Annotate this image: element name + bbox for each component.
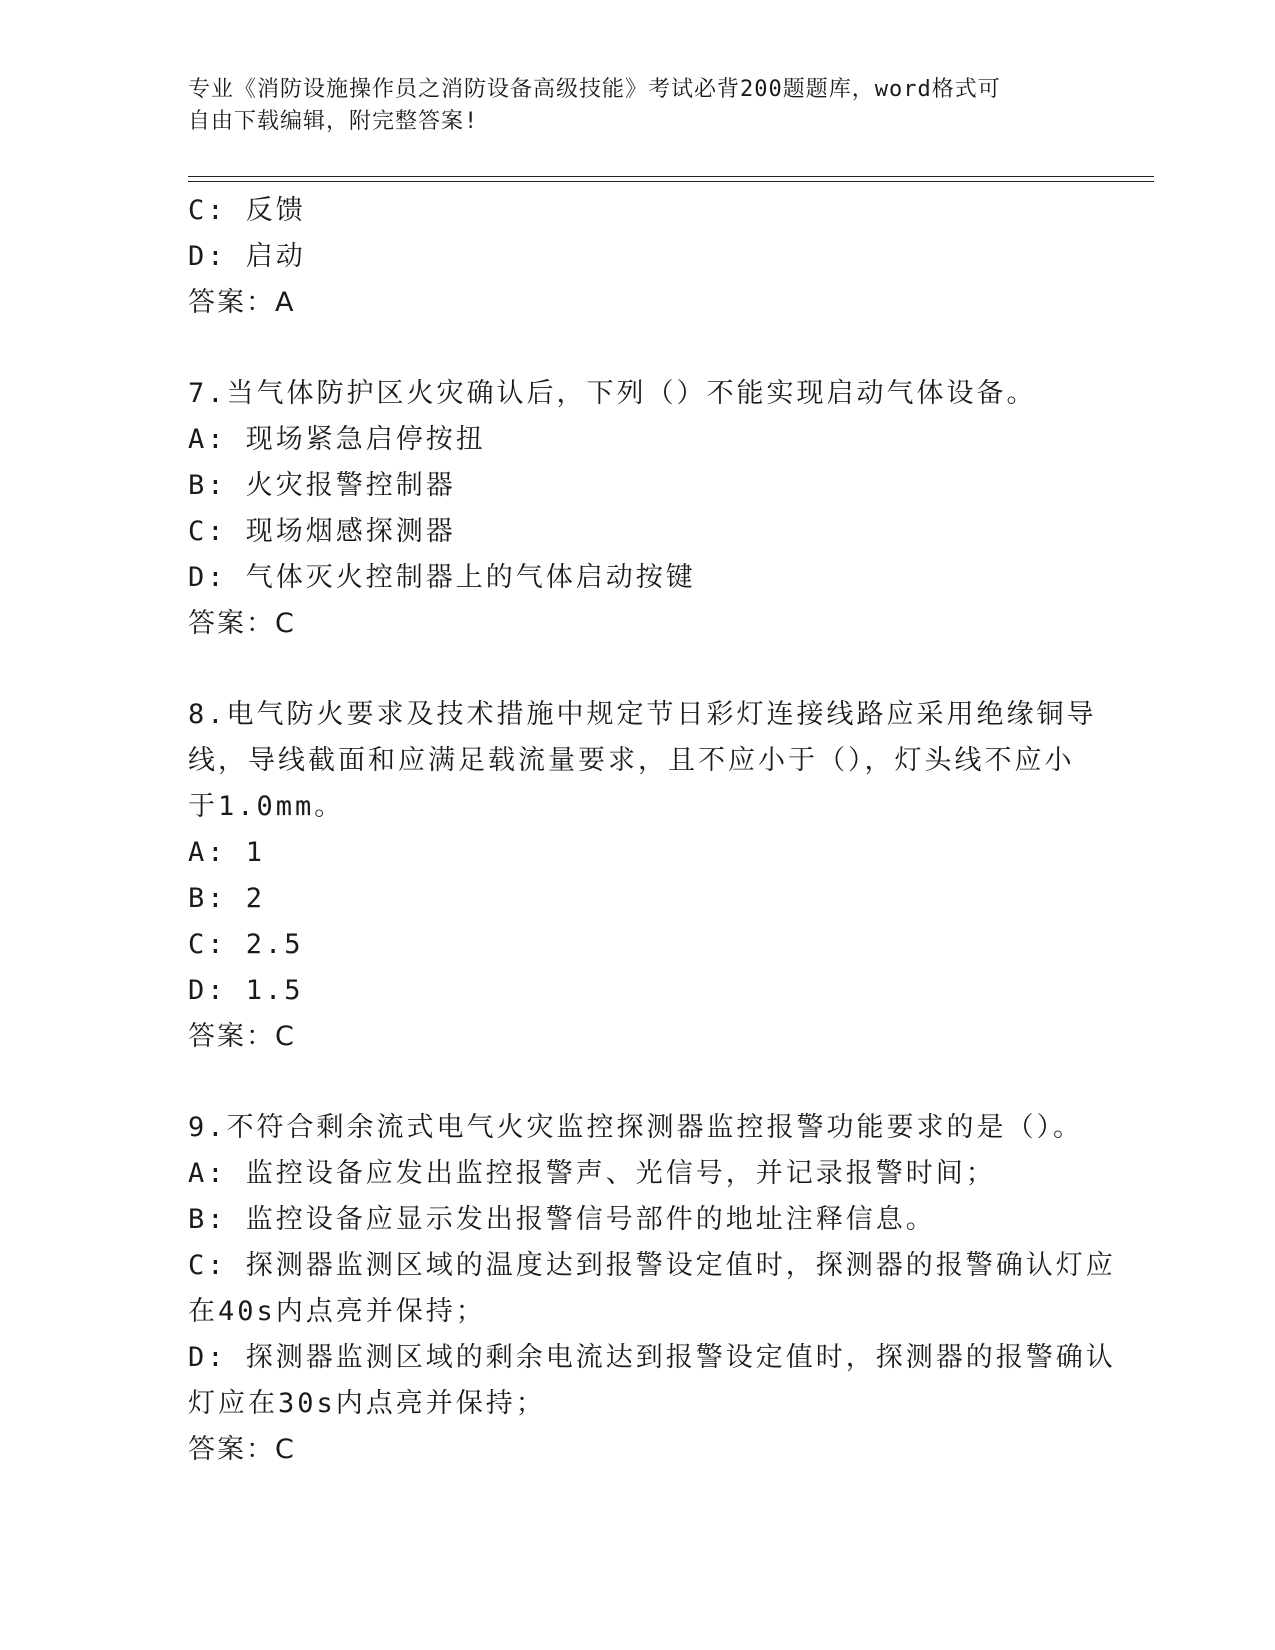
option-c: C: 2.5 [188, 929, 304, 960]
answer-line: 答案：C [188, 608, 296, 639]
spacer [188, 1060, 1088, 1105]
question-block-8 [188, 692, 1097, 1060]
spacer [188, 647, 1088, 692]
option-d: D: 1.5 [188, 975, 304, 1006]
document-header [188, 74, 1068, 138]
option-d-line-1: D: 探测器监测区域的剩余电流达到报警设定值时，探测器的报警确认 [188, 1342, 1116, 1373]
option-d: D: 气体灭火控制器上的气体启动按键 [188, 562, 696, 593]
question-stem-line-1: 8.电气防火要求及技术措施中规定节日彩灯连接线路应采用绝缘铜导 [188, 699, 1097, 730]
question-stem: 9.不符合剩余流式电气火灾监控探测器监控报警功能要求的是（）。 [188, 1112, 1084, 1143]
header-rule-top [188, 176, 1154, 177]
answer-line: 答案：A [188, 287, 296, 318]
option-a: A: 1 [188, 837, 266, 868]
question-stem: 7.当气体防护区火灾确认后，下列（）不能实现启动气体设备。 [188, 378, 1037, 409]
header-line-1: 专业《消防设施操作员之消防设备高级技能》考试必背200题题库，word格式可 [188, 77, 1001, 102]
header-line-2: 自由下载编辑，附完整答案! [188, 109, 479, 134]
question-block-9 [188, 1105, 1116, 1473]
option-b: B: 2 [188, 883, 266, 914]
option-c-line-2: 在40s内点亮并保持； [188, 1296, 486, 1327]
option-c-line-1: C: 探测器监测区域的温度达到报警设定值时，探测器的报警确认灯应 [188, 1250, 1116, 1281]
answer-line: 答案：C [188, 1434, 296, 1465]
question-content [188, 188, 1116, 1473]
option-a: A: 现场紧急启停按扭 [188, 424, 486, 455]
option-d: D: 启动 [188, 241, 306, 272]
question-block-7 [188, 371, 1088, 647]
option-b: B: 监控设备应显示发出报警信号部件的地址注释信息。 [188, 1204, 936, 1235]
question-stem-line-2: 线，导线截面和应满足载流量要求，且不应小于（），灯头线不应小 [188, 745, 1075, 776]
option-a: A: 监控设备应发出监控报警声、光信号，并记录报警时间； [188, 1158, 996, 1189]
answer-line: 答案：C [188, 1021, 296, 1052]
question-stem-line-3: 于1.0mm。 [188, 791, 345, 822]
question-block-partial [188, 188, 1088, 326]
option-d-line-2: 灯应在30s内点亮并保持； [188, 1388, 546, 1419]
spacer [188, 326, 1088, 371]
option-b: B: 火灾报警控制器 [188, 470, 456, 501]
header-rule-bottom [188, 181, 1154, 182]
option-c: C: 现场烟感探测器 [188, 516, 456, 547]
option-c: C: 反馈 [188, 195, 306, 226]
